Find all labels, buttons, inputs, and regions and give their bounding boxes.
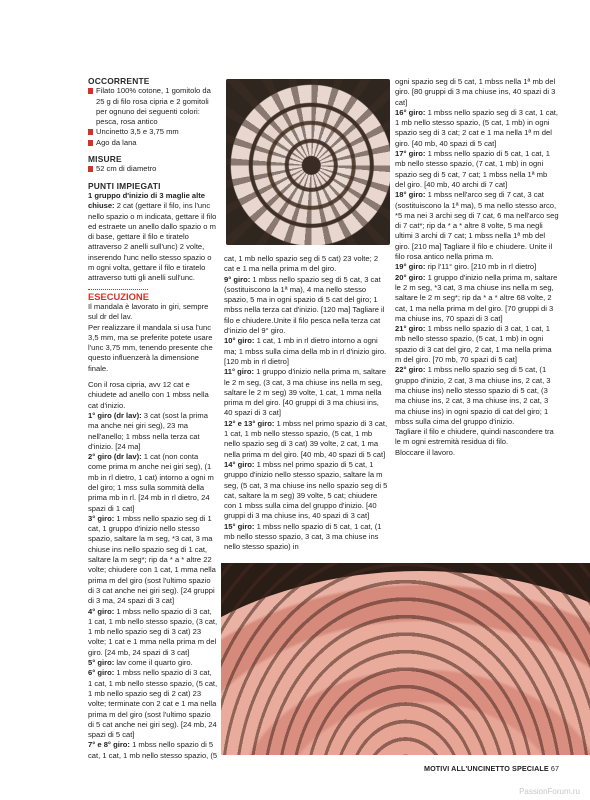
round-label: 15° giro: <box>224 521 255 531</box>
mandala-detail-photo <box>226 79 390 245</box>
round-text: 1 gruppo d'inizio nella prima m, saltare le 2 m seg, *3 cat, 3 ma chiuse ins nella m seg, saltare le 2 m seg*; rip da * a * altre 68 volte, 2 cat, 1 ma nella prima m del giro. [70 gruppi di 3 ma chiuse ins, 70 spazi di 3 cat] <box>395 272 558 323</box>
round-instruction <box>224 522 388 553</box>
column-middle <box>224 254 388 553</box>
round-text: 1 cat (non conta come prima m anche nei giri seg), (1 mb in rl dietro, 1 cat) intorno a ogni m del giro; 1 mss sulla sommità della prima mb in rl. [24 mb in rl dietro, 24 spazi di 1 cat] <box>88 452 214 513</box>
round-instruction <box>224 275 388 337</box>
round-instruction <box>395 190 559 262</box>
round-text: 1 mbss nello spazio seg di 3 cat, 1 cat, 1 mb nello stesso spazio, (5 cat, 1 mb) in ogni spazio seg di 3 cat; 2 cat e 1 ma nella 1ª m del giro. [40 mb, 40 spazi di 5 cat] <box>395 107 559 148</box>
round-instruction <box>88 658 218 668</box>
round-text: 1 mbss nel primo spazio di 3 cat, 1 cat, 1 mb nello stesso spazio, (5 cat, 1 mb nello spazio seg di 3 cat) 39 volte, 2 cat, 1 ma nella prima m del giro. [40 mb, 40 spazi di 5 cat] <box>224 418 388 459</box>
stitch-heading: 1 gruppo d'inizio di 3 maglie alte chiuse: <box>88 190 205 211</box>
round-text: 1 mbss nell'arco seg di 7 cat, 3 cat (sostituiscono la 1ª ma), 5 ma nello stesso arco, *5 ma nei 3 archi seg di 7 cat, 6 ma nell'arco seg di 7 cat*; rip da * a * altre 8 volte, 5 ma negli ultimi 3 archi di 7 cat; 1 mbss nella 1ª mb del giro. [210 ma] Tagliare il filo e chiudere. Unite il filo rosa antico nella prima m. <box>395 190 559 262</box>
round-label: 7° e 8° giro: <box>88 740 130 750</box>
section-title-esecuzione: ESECUZIONE <box>88 290 149 302</box>
paragraph: Per realizzare il mandala si usa l'unc 3,5 mm, ma se preferite potete usare l'unc 3,75 mm, tenendo presente che questo influenzerà la dimensione finale. <box>88 322 213 373</box>
round-instruction <box>88 607 218 658</box>
section-title-punti: PUNTI IMPIEGATI <box>88 180 161 191</box>
round-instruction <box>395 108 559 149</box>
round-instruction <box>224 460 388 522</box>
round-label: 12° e 13° giro: <box>224 418 275 428</box>
round-label: 20° giro: <box>395 272 426 282</box>
round-text: 1 mbss nello spazio di 5 cat, 1 cat, 1 mb nello stesso spazio, (5 <box>88 740 218 760</box>
round-label: 22° giro: <box>395 365 426 375</box>
size-item: 52 cm di diametro <box>88 164 218 174</box>
paragraph: Il mandala è lavorato in giri, sempre sul dr del lav. <box>88 301 209 322</box>
round-instruction <box>395 324 559 365</box>
round-label: 19° giro: <box>395 262 426 272</box>
round-label: 16° giro: <box>395 107 426 117</box>
round-text: 1 mbss nello spazio di 3 cat, 1 cat, 1 mb nello stesso spazio, (5 cat, 1 mb nello spazio seg di 2 cat) 23 volte; terminate con 2 cat e 1 ma nella prima m del giro (sost l'ultimo spazio di 5 cat anche nei giri seg). [24 mb, 24 spazi di 5 cat] <box>88 668 218 740</box>
round-text: 3 cat (sost la prima ma anche nei giri seg), 23 ma nell'anello; 1 mbss nella terza cat d'inizio. [24 ma] <box>88 410 208 451</box>
round-text: 1 gruppo d'inizio nella prima m, saltare le 2 m seg, (3 cat, 3 ma chiuse ins nella m seg, saltare le 2 m seg) 39 volte, 1 cat, 1 mma nella prima m del giro. [40 gruppi di 3 ma chiusi ins, 40 spazi di 3 cat] <box>224 367 386 418</box>
round-label: 21° giro: <box>395 324 426 334</box>
paragraph: ogni spazio seg di 5 cat, 1 mbss nella 1ª mb del giro. [80 gruppi di 3 ma chiuse ins, 40 spazi di 3 cat] <box>395 77 556 107</box>
round-text: 1 mbss nello spazio di 3 cat, 1 cat, 1 mb nello stesso spazio, (3 cat, 1 mb nello spazio seg di 3 cat) 23 volte; 1 cat e 1 mma nella prima m del giro. [24 mb, 24 spazi di 3 cat] <box>88 606 218 657</box>
magazine-title: MOTIVI ALL'UNCINETTO SPECIALE <box>424 764 549 773</box>
round-label: 2° giro (dr lav): <box>88 452 142 462</box>
round-instruction <box>395 365 559 427</box>
round-instruction <box>88 740 218 761</box>
round-text: 1 mbss nello spazio di 3 cat, 1 cat, 1 mb nello stesso spazio, (5 cat, 1 mb) in ogni spazio di 3 cat del giro, 2 cat, 1 ma nella prima m del giro. [70 mb, 70 spazi di 5 cat] <box>395 324 552 365</box>
round-label: 11° giro: <box>224 367 255 377</box>
round-label: 17° giro: <box>395 149 426 159</box>
round-instruction <box>224 336 388 367</box>
round-label: 18° giro: <box>395 190 426 200</box>
round-instruction <box>88 411 218 452</box>
section-title-misure: MISURE <box>88 154 122 165</box>
stitch-text: 2 cat (gettare il filo, ins l'unc nello spazio o m indicata, gettare il filo ed estraete un anello dallo spazio o m di base, gettare il filo e tiratelo attraverso 2 anelli sull'unc) 2 volte, inserendo l'unc nello stesso spazio o m ogni volta, gettare il filo e tiratelo attraverso tutti gli anelli sull'unc. <box>88 201 217 283</box>
stitch-description <box>88 191 218 284</box>
round-text: lav come il quarto giro. <box>114 658 193 668</box>
page-footer <box>424 764 559 773</box>
round-text: 1 cat, 1 mb in rl dietro intorno a ogni ma; 1 mbss sulla cima della mb in rl d'inizio giro. [120 mb in rl dietro] <box>224 336 387 366</box>
round-instruction <box>224 419 388 460</box>
round-instruction <box>395 262 559 272</box>
round-text: 1 mbss nello spazio di 5 cat, 1 cat, 1 mb nello stesso spazio, (7 cat, 1 mb) in ogni spazio seg di 5 cat, 7 cat; 1 mbss nella 1ª mb del giro. [40 mb, 40 archi di 7 cat] <box>395 149 550 189</box>
round-label: 4° giro: <box>88 606 115 616</box>
round-instruction <box>88 452 218 514</box>
paragraph: Con il rosa cipria, avv 12 cat e chiudete ad anello con 1 mbss nella cat d'inizio. <box>88 380 209 410</box>
round-label: 3° giro: <box>88 513 115 523</box>
round-label: 14° giro: <box>224 459 255 469</box>
round-text: 1 mbss nello spazio seg di 5 cat, 3 cat (sostituiscono la 1ª ma), 4 ma nello stesso spazio, 5 ma in ogni spazio di 5 cat del giro; 1 mbss nella terza cat d'inizio. [120 ma] Tagliare il filo e chiudere.Unite il filo pesca nella terza cat d'inizio del 9° giro. <box>224 274 385 336</box>
round-text: 1 mbss nello spazio seg di 1 cat, 1 gruppo d'inizio nello stesso spazio, saltare la m seg, *3 cat, 3 ma chiuse ins nello spazio seg di 1 cat, saltare la m seg*; rip da * a * altre 22 volte; chiudere con 1 cat, 1 mma nella prima m del giro (sost l'ultimo spazio di 3 cat anche nei giri seg). [24 gruppi di 3 ma, 24 spazi di 3 cat] <box>88 513 216 606</box>
column-right <box>395 77 559 458</box>
page-number: 67 <box>550 764 560 773</box>
round-label: 9° giro: <box>224 274 251 284</box>
round-text: 1 mbss nello spazio di 5 cat, 1 cat, (1 mb nello stesso spazio, 3 cat, 3 ma chiuse ins nello stesso spazio) in <box>224 521 382 552</box>
paragraph: cat, 1 mb nello spazio seg di 5 cat) 23 volte; 2 cat e 1 ma nella prima m del giro. <box>224 254 379 274</box>
finishing-text: Bloccare il lavoro. <box>395 447 455 457</box>
round-instruction <box>224 367 388 418</box>
round-instruction <box>395 273 559 324</box>
round-label: 10° giro: <box>224 336 255 346</box>
column-left <box>88 76 218 761</box>
round-label: 1° giro (dr lav): <box>88 410 142 420</box>
round-text: rip l'11° giro. [210 mb in rl dietro] <box>425 262 537 272</box>
finishing-text: Tagliare il filo e chiudere, quindi nascondere tra le m ogni estremità residua di filo. <box>395 427 554 447</box>
round-text: 1 mbss nello spazio seg di 5 cat, (1 gruppo d'inizio, 2 cat, 3 ma chiuse ins, 2 cat, 3 ma chiuse ins) nello stesso spazio di 5 cat, (3 ma chiuse ins, 2 cat, 3 ma chiuse ins, 2 cat, 3 ma chiuse ins) in ogni spazio di cat del giro; 1 mbss sulla cima del gruppo d'inizio. <box>395 365 551 426</box>
section-title-occorrente: OCCORRENTE <box>88 76 150 86</box>
round-label: 6° giro: <box>88 668 115 678</box>
round-instruction <box>88 514 218 607</box>
mandala-finished-photo <box>221 563 590 755</box>
watermark: PassionForum.ru <box>519 787 580 796</box>
round-instruction <box>88 668 218 740</box>
materials-item: Uncinetto 3,5 e 3,75 mm <box>88 127 218 137</box>
round-label: 5° giro: <box>88 658 115 668</box>
materials-item: Filato 100% cotone, 1 gomitolo da 25 g di filo rosa cipria e 2 gomitoli per ognuno dei seguenti colori: pesca, rosa antico <box>88 86 218 127</box>
materials-item: Ago da lana <box>88 138 218 148</box>
round-text: 1 mbss nel primo spazio di 5 cat, 1 gruppo d'inizio nello stesso spazio, saltare la m seg, (5 cat, 3 ma chiuse ins nello spazio seg di 5 cat, saltare la m seg) 39 volte, 5 cat; chiudere con 1 mbss sulla cima del gruppo d'inizio. [40 gruppi di 3 ma chiuse ins, 40 spazi di 3 cat] <box>224 459 388 521</box>
round-instruction <box>395 149 559 190</box>
